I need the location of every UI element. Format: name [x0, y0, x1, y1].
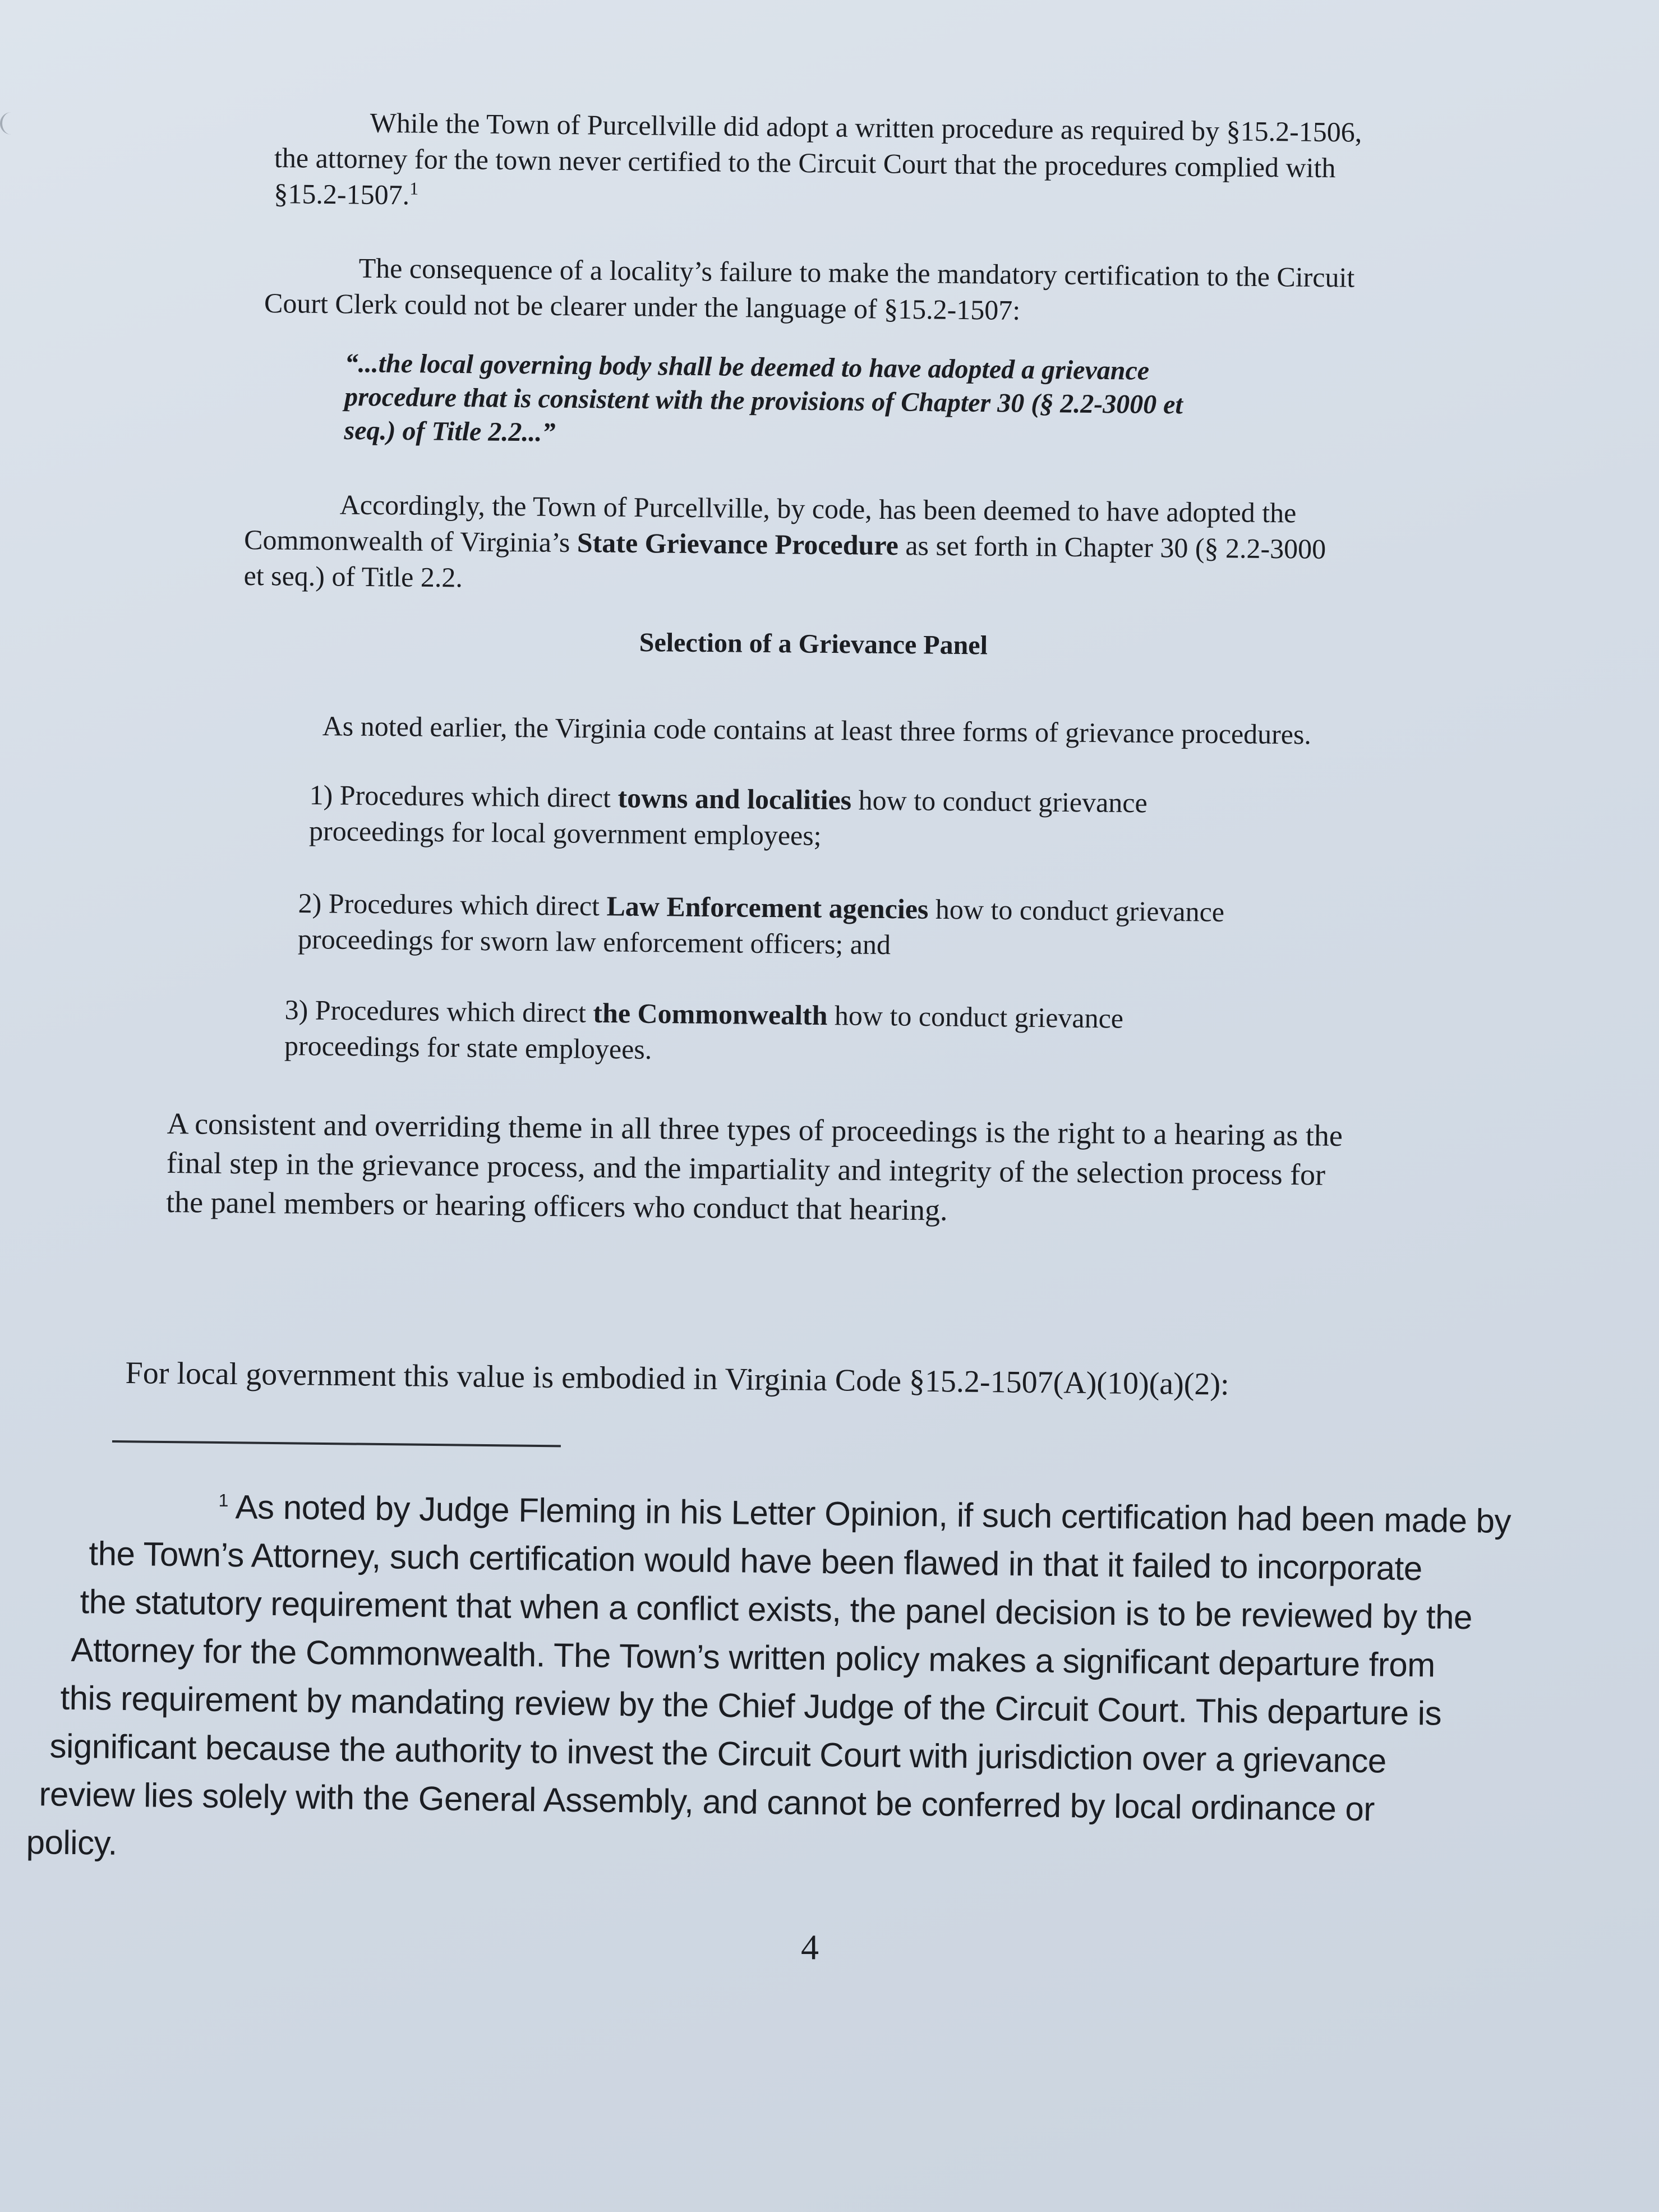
paragraph-line: the attorney for the town never certified to the Circuit Court that the procedures complied with	[274, 141, 1336, 184]
paragraph-line: A consistent and overriding theme in all three types of proceedings is the right to a hearing as the	[167, 1106, 1343, 1153]
paragraph-line: final step in the grievance process, and the impartiality and integrity of the selection process for	[166, 1145, 1326, 1192]
paragraph-three-forms	[322, 708, 1500, 754]
list-item-text: how to conduct grievance	[851, 784, 1148, 819]
footnote-line: significant because the authority to invest the Circuit Court with jurisdiction over a grievance	[49, 1727, 1387, 1780]
footnote-line: Attorney for the Commonwealth. The Town’s written policy makes a significant departure from	[71, 1630, 1436, 1684]
paragraph-line: the panel members or hearing officers who conduct that hearing.	[165, 1185, 948, 1227]
paragraph-line: The consequence of a locality’s failure to make the mandatory certification to the Circuit	[358, 252, 1355, 293]
list-item-text: 3) Procedures which direct	[284, 993, 593, 1029]
page-edge-mark	[0, 112, 15, 135]
paragraph-line: For local government this value is embodied in Virginia Code §15.2-1507(A)(10)(a)(2):	[125, 1355, 1229, 1402]
footnote	[24, 1481, 1598, 1884]
section-heading: Selection of a Grievance Panel	[639, 628, 988, 661]
quote-line: “...the local governing body shall be deemed to have adopted a grievance	[344, 348, 1150, 386]
list-item-emphasis: the Commonwealth	[593, 997, 828, 1031]
paragraph-local-government	[125, 1353, 1528, 1408]
footnote-line-text: As noted by Judge Fleming in his Letter Opinion, if such certification had been made by	[235, 1488, 1511, 1540]
paragraph-line: Accordingly, the Town of Purcellville, by code, has been deemed to have adopted the	[339, 489, 1297, 529]
list-item	[309, 777, 1431, 859]
footnote-line: this requirement by mandating review by the Chief Judge of the Circuit Court. This departure is	[60, 1679, 1442, 1732]
paragraph-line-text: Commonwealth of Virginia’s	[243, 523, 578, 559]
footnote-line: review lies solely with the General Assembly, and cannot be conferred by local ordinance or	[39, 1775, 1375, 1828]
paragraph-line-text: as set forth in Chapter 30 (§ 2.2-3000	[898, 529, 1326, 565]
quote-line: seq.) of Title 2.2...”	[344, 415, 556, 448]
list-item-emphasis: towns and localities	[617, 782, 852, 816]
paragraph-line-text: §15.2-1507.	[274, 177, 410, 211]
list-item-line: proceedings for state employees.	[284, 1029, 652, 1065]
footnote-reference: 1	[409, 178, 419, 199]
paragraph-overriding-theme	[166, 1104, 1524, 1236]
paragraph-accordingly	[243, 486, 1478, 604]
list-item	[298, 885, 1465, 968]
list-item-emphasis: Law Enforcement agencies	[606, 890, 929, 925]
list-item-text: 2) Procedures which direct	[298, 887, 607, 922]
footnote-marker: 1	[218, 1490, 229, 1511]
footnote-line: policy.	[26, 1823, 118, 1862]
footnote-line: the statutory requirement that when a conflict exists, the panel decision is to be reviewed by the	[80, 1583, 1473, 1637]
list-item-text: how to conduct grievance	[827, 999, 1124, 1034]
statute-quote	[344, 347, 1439, 458]
list-item-line: proceedings for sworn law enforcement officers; and	[297, 923, 891, 961]
quote-line: procedure that is consistent with the provisions of Chapter 30 (§ 2.2-3000 et	[344, 381, 1183, 420]
paragraph-certification	[274, 104, 1475, 223]
list-item	[284, 992, 1407, 1075]
paragraph-line: Court Clerk could not be clearer under the language of §15.2-1507:	[264, 287, 1021, 326]
list-item-text: 1) Procedures which direct	[309, 778, 618, 814]
state-grievance-procedure-term: State Grievance Procedure	[577, 527, 899, 561]
paragraph-consequence	[264, 249, 1471, 333]
footnote-separator	[112, 1440, 561, 1447]
paragraph-line: et seq.) of Title 2.2.	[243, 559, 463, 593]
paragraph-line: While the Town of Purcellville did adopt a written procedure as required by §15.2-1506,	[370, 107, 1362, 148]
page-number: 4	[801, 1927, 819, 1967]
paragraph-line: As noted earlier, the Virginia code contains at least three forms of grievance procedures.	[322, 709, 1312, 750]
list-item-text: how to conduct grievance	[928, 893, 1225, 928]
list-item-line: proceedings for local government employees;	[308, 814, 822, 851]
footnote-line: the Town’s Attorney, such certification would have been flawed in that it failed to incorporate	[89, 1534, 1423, 1588]
